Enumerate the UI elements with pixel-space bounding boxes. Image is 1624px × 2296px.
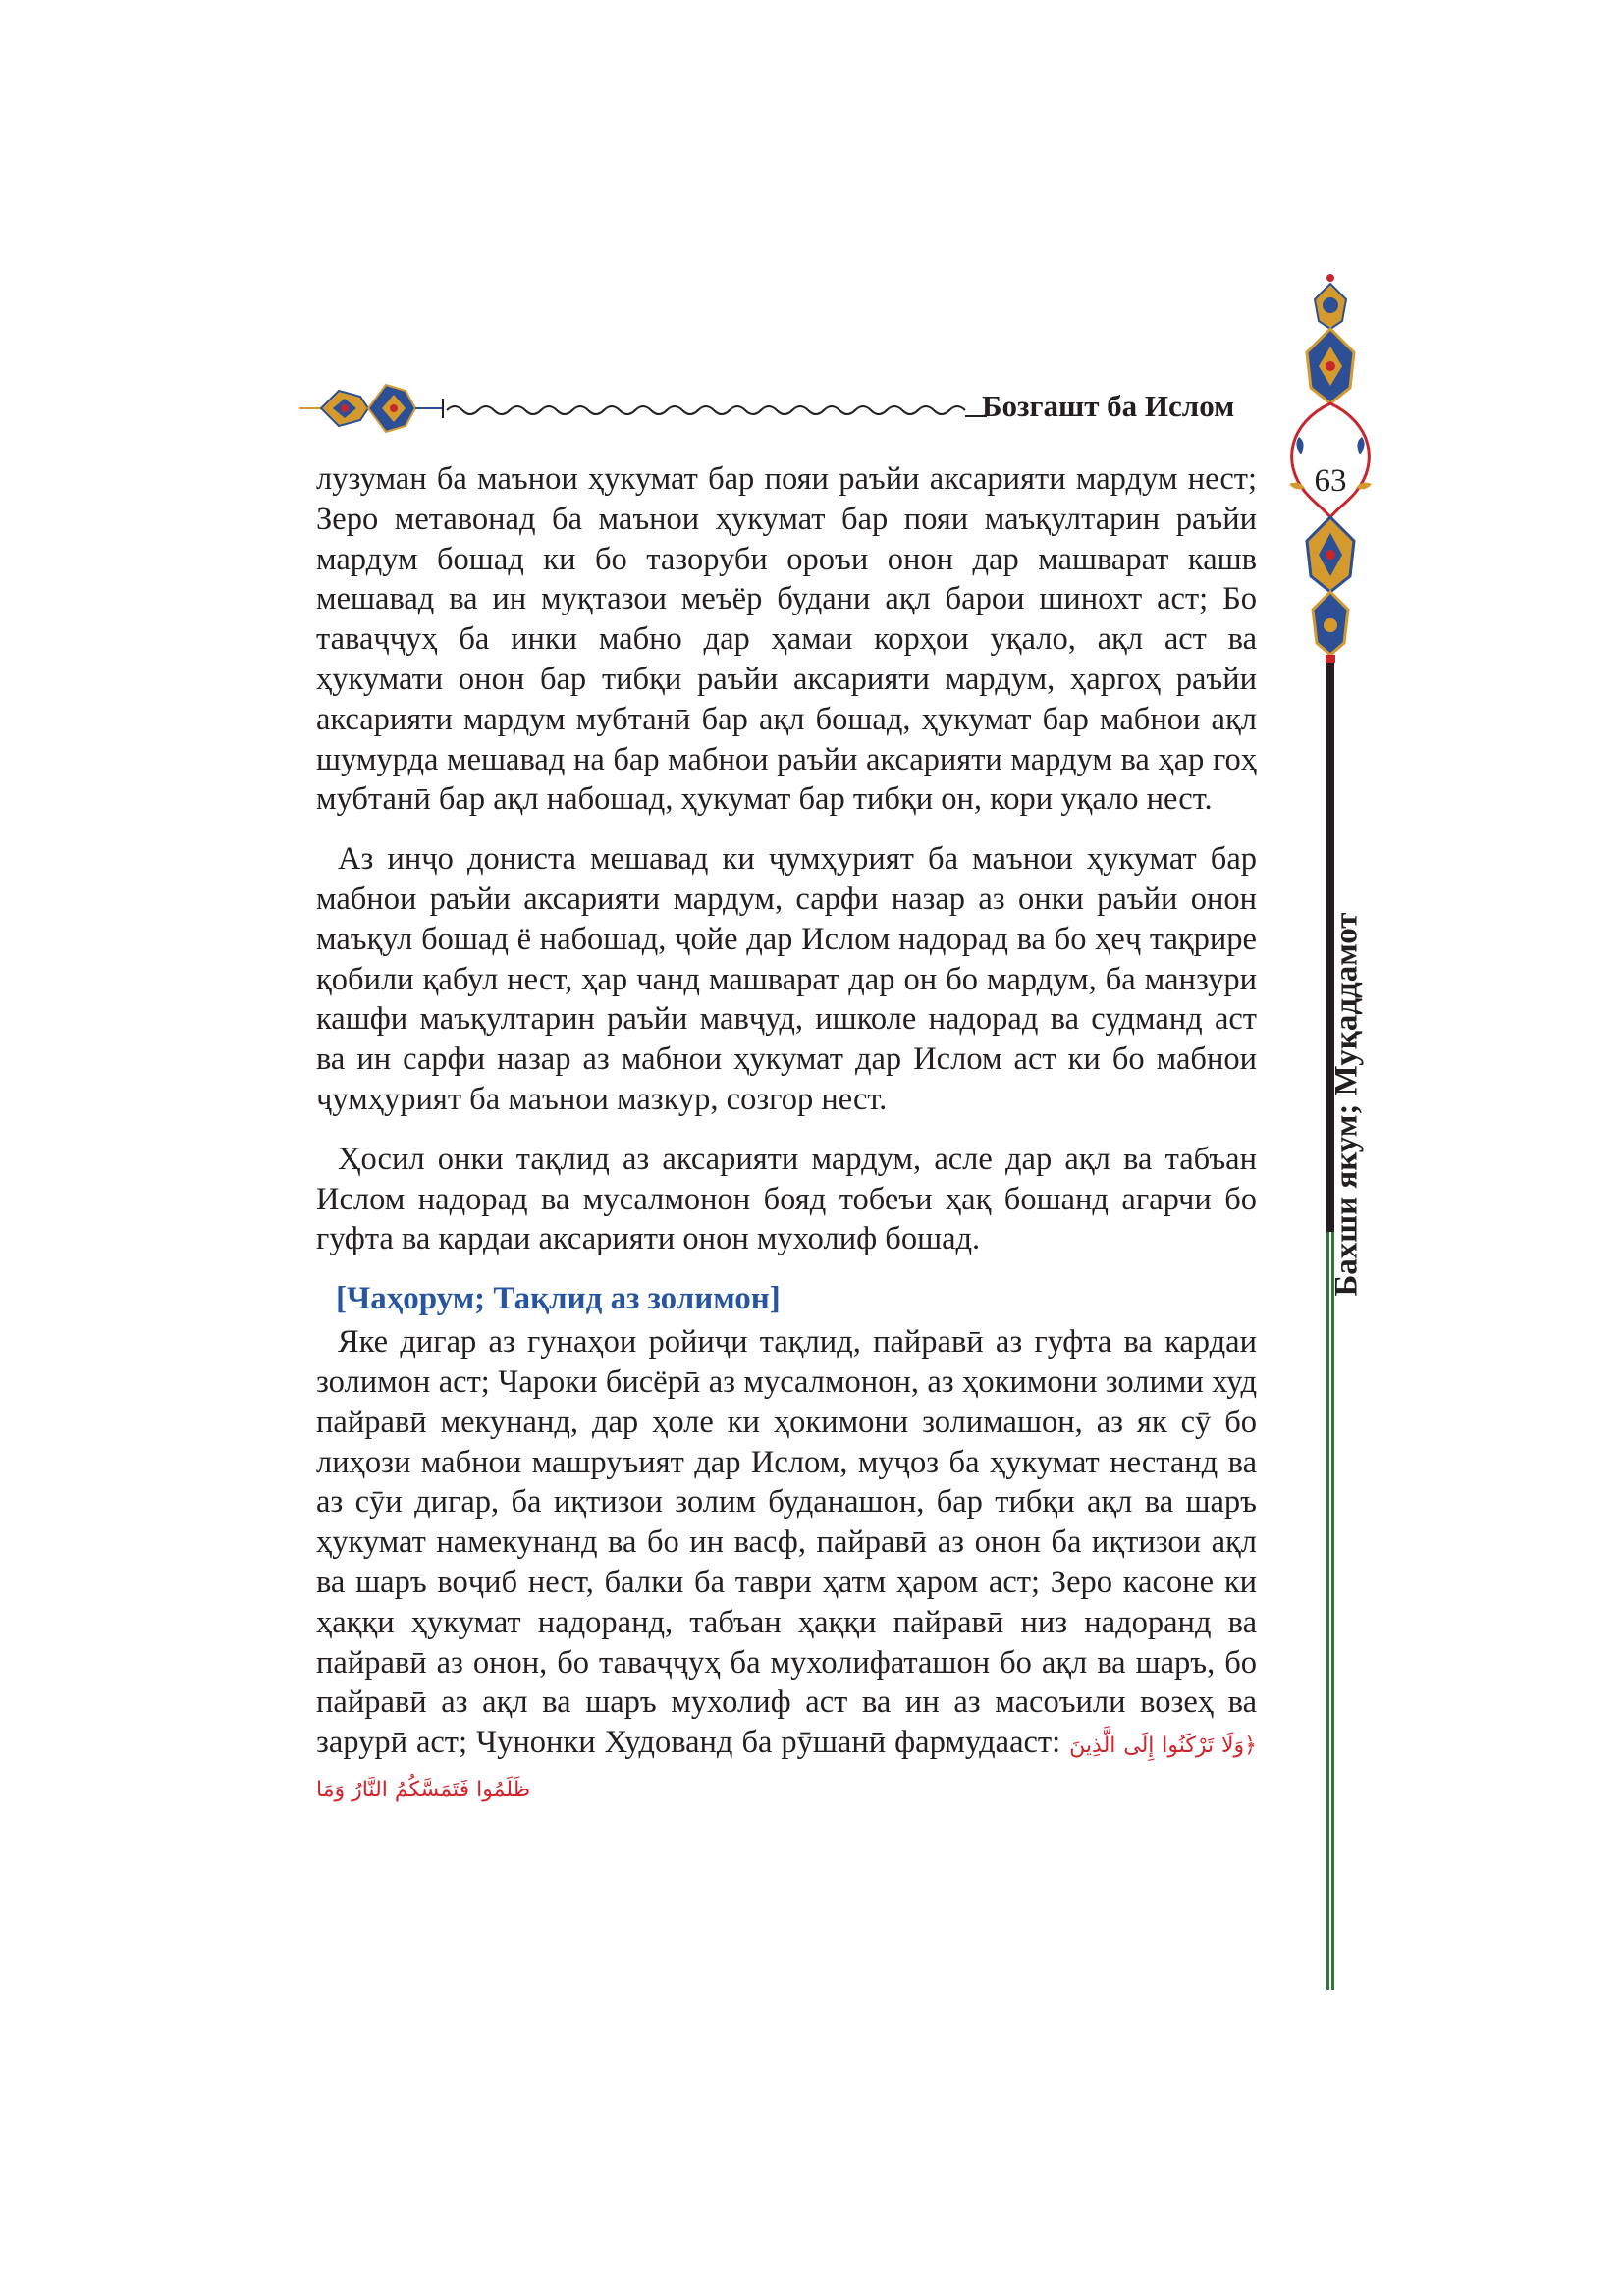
arabesque-medallion-right bbox=[368, 385, 415, 432]
arabesque-medallion-left bbox=[321, 391, 368, 426]
page-number: 63 bbox=[1314, 463, 1347, 499]
section-title-vertical: Бахши якум; Муқаддамот bbox=[1328, 912, 1365, 1297]
header-ornament bbox=[299, 377, 987, 440]
lower-medallion bbox=[1307, 517, 1354, 655]
vertical-stripe bbox=[1326, 655, 1335, 1990]
body-text bbox=[316, 459, 1257, 1811]
upper-medallion bbox=[1307, 329, 1354, 403]
subheading: [Чаҳорум; Тақлид аз золимон] bbox=[336, 1281, 781, 1317]
paragraph: Аз инҷо дониста мешавад ки ҷумҳурият ба маънои ҳукумат бар мабнои раъйи аксарияти мардум, сарфи назар аз онки раъйи онон маъқул бошад ё набошад, ҷойе дар Ислом надорад ва бо ҳеҷ тақрире қобили қабул нест, ҳар чанд машварат дар он бо мардум, ба манзури кашфи маъқултарин раъйи мавҷуд, ишколе надорад ва судманд аст ва ин сарфи назар аз мабнои ҳукумат дар Ислом аст ки бо мабнои ҷумҳурият ба маънои мазкур, созгор нест. bbox=[316, 841, 1257, 1117]
paragraph-text: Яке дигар аз гунаҳои ройиҷи тақлид, пайравӣ аз гуфта ва кардаи золимон аст; Чароки бисёрӣ аз мусалмонон, аз ҳокимони золими худ пайравӣ мекунанд, дар ҳоле ки ҳокимони золимашон, аз як сӯ бо лиҳози мабнои машруъият дар Ислом, муҷоз ба ҳукумат нестанд ва аз сӯи дигар, ба иқтизои золим буданашон, бар тибқи ақл ва шаръ ҳукумат намекунанд ва бо ин васф, пайравӣ аз онон ба иқтизои ақл ва шаръ воҷиб нест, балки ба таври ҳатм ҳаром аст; Зеро касоне ки ҳаққи ҳукумат надоранд, табъан ҳаққи пайравӣ низ надоранд ва пайравӣ аз онон, бо таваҷҷуҳ ба мухолифаташон бо ақл ва шаръ, бо пайравӣ аз ақл ва шаръ мухолиф аст ва ин аз масоъили возеҳ ва зарурӣ аст; Чунонки Худованд ба рӯшанӣ фармудааст: bbox=[316, 1324, 1257, 1761]
wave-line bbox=[447, 406, 965, 414]
paragraph bbox=[316, 1322, 1257, 1811]
paragraph: лузуман ба маънои ҳукумат бар пояи раъйи аксарияти мардум нест; Зеро метавонад ба маънои ҳукумат бар пояи маъқултарин раъйи мардум бошад ки бо тазоруби ороъи онон дар машварат кашв мешавад ва ин муқтазои меъёр будани ақл барои шинохт аст; Бо таваҷҷуҳ ба инки мабно дар ҳамаи корҳои уқало, ақл аст ва ҳукумати онон бар тибқи раъйи аксарияти мардум, ҳаргоҳ раъйи аксарияти мардум мубтанӣ бар ақл бошад, ҳукумат бар мабнои ақл шумурда мешавад на бар мабнои раъйи аксарияти мардум ва ҳар гоҳ мубтанӣ бар ақл набошад, ҳукумат бар тибқи он, кори уқало нест. bbox=[316, 461, 1257, 818]
top-finial bbox=[1315, 274, 1346, 329]
quran-verse: ﴿وَلَا تَرْكَنُوا إِلَى الَّذِينَ ظَلَمُوا فَتَمَسَّكُمُ النَّارُ وَمَا bbox=[316, 1734, 1258, 1802]
paragraph: Ҳосил онки тақлид аз аксарияти мардум, асле дар ақл ва табъан Ислом надорад ва мусалмонон бояд тобеъи ҳақ бошанд агарчи бо гуфта ва кардаи аксарияти онон мухолиф бошад. bbox=[316, 1141, 1257, 1257]
running-header-title: Бозгашт ба Ислом bbox=[982, 389, 1235, 423]
page-number-frame bbox=[1292, 403, 1370, 517]
